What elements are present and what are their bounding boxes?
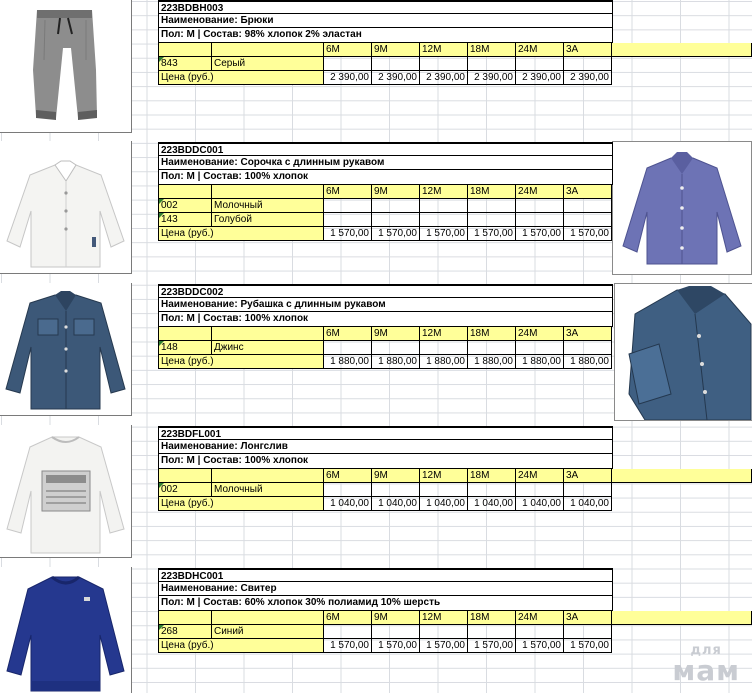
product-composition[interactable]: Пол: М | Состав: 60% хлопок 30% полиамид 10% шерсть [158,596,613,610]
price-cell[interactable]: 1 570,00 [324,227,372,241]
size-header-cell[interactable]: 9M [372,43,420,57]
price-cell[interactable]: 1 570,00 [468,227,516,241]
color-row [158,341,752,355]
quantity-cell[interactable] [324,57,372,71]
size-header-cell[interactable]: 9M [372,611,420,625]
price-cell[interactable]: 2 390,00 [516,71,564,85]
price-cell[interactable]: 1 880,00 [468,355,516,369]
price-cell[interactable]: 1 570,00 [516,227,564,241]
price-label-cell[interactable]: Цена (руб.) [158,227,324,241]
quantity-cell[interactable] [516,199,564,213]
product-code[interactable]: 223BDDC001 [158,142,613,156]
product-block-4 [158,426,752,511]
color-code-cell[interactable]: 148 [158,341,212,355]
product-photo-trousers [0,0,132,133]
size-header-cell[interactable]: 3A [564,43,612,57]
size-header-cell[interactable]: 3A [564,469,612,483]
color-row [158,57,752,71]
empty-header-cell[interactable] [612,43,752,57]
price-label-cell[interactable]: Цена (руб.) [158,639,324,653]
color-row [158,213,752,227]
size-header-cell[interactable]: 18M [468,185,516,199]
color-row [158,625,752,639]
quantity-cell[interactable] [420,199,468,213]
price-cell[interactable]: 1 570,00 [468,639,516,653]
color-name-cell[interactable]: Молочный [212,199,324,213]
size-header-cell[interactable]: 6M [324,185,372,199]
quantity-cell[interactable] [372,199,420,213]
color-code-cell[interactable]: 143 [158,213,212,227]
empty-header-cell[interactable] [212,469,324,483]
size-header-cell[interactable]: 12M [420,185,468,199]
size-header-cell[interactable]: 6M [324,43,372,57]
size-header-cell[interactable]: 24M [516,327,564,341]
quantity-cell[interactable] [372,213,420,227]
size-header-cell[interactable]: 9M [372,469,420,483]
color-code-cell[interactable]: 843 [158,57,212,71]
product-block-3 [158,284,752,369]
price-cell[interactable]: 1 040,00 [516,497,564,511]
price-cell[interactable]: 1 880,00 [372,355,420,369]
product-photo-denim-shirt [0,283,132,416]
quantity-cell[interactable] [324,199,372,213]
empty-header-cell[interactable] [158,43,212,57]
price-cell[interactable]: 1 570,00 [564,639,612,653]
quantity-cell[interactable] [372,483,420,497]
color-row [158,483,752,497]
price-row [158,639,752,653]
quantity-cell[interactable] [564,341,612,355]
quantity-cell[interactable] [420,341,468,355]
empty-header-cell[interactable] [612,611,752,625]
quantity-cell[interactable] [468,625,516,639]
product-composition[interactable]: Пол: М | Состав: 100% хлопок [158,170,613,184]
empty-header-cell[interactable] [612,469,752,483]
price-row [158,497,752,511]
quantity-cell[interactable] [372,341,420,355]
price-cell[interactable]: 1 880,00 [324,355,372,369]
watermark-logo [672,644,740,685]
product-name[interactable]: Наименование: Брюки [158,14,613,28]
product-name[interactable]: Наименование: Лонгслив [158,440,613,454]
quantity-cell[interactable] [468,483,516,497]
price-cell[interactable]: 1 570,00 [372,639,420,653]
price-cell[interactable]: 1 040,00 [468,497,516,511]
price-label-cell[interactable]: Цена (руб.) [158,497,324,511]
color-name-cell[interactable]: Джинс [212,341,324,355]
price-cell[interactable]: 1 040,00 [564,497,612,511]
empty-header-cell[interactable] [158,611,212,625]
product-photo-longsleeve [0,425,132,558]
product-composition[interactable]: Пол: М | Состав: 100% хлопок [158,454,613,468]
color-code-cell[interactable]: 268 [158,625,212,639]
quantity-cell[interactable] [468,341,516,355]
size-header-cell[interactable]: 6M [324,469,372,483]
size-header-cell[interactable]: 18M [468,469,516,483]
price-cell[interactable]: 1 880,00 [420,355,468,369]
quantity-cell[interactable] [516,341,564,355]
price-cell[interactable]: 1 570,00 [372,227,420,241]
quantity-cell[interactable] [324,213,372,227]
color-name-cell[interactable]: Голубой [212,213,324,227]
quantity-cell[interactable] [372,625,420,639]
size-header-cell[interactable]: 24M [516,43,564,57]
color-name-cell[interactable]: Серый [212,57,324,71]
price-cell[interactable]: 2 390,00 [468,71,516,85]
size-header-cell[interactable]: 24M [516,469,564,483]
product-code[interactable]: 223BDBH003 [158,0,613,14]
price-cell[interactable]: 2 390,00 [564,71,612,85]
product-photo-white-shirt [0,141,132,274]
price-cell[interactable]: 2 390,00 [372,71,420,85]
size-header-cell[interactable]: 12M [420,43,468,57]
quantity-cell[interactable] [516,625,564,639]
size-header-cell[interactable]: 12M [420,469,468,483]
price-cell[interactable]: 1 570,00 [420,639,468,653]
size-header-cell[interactable]: 18M [468,327,516,341]
price-cell[interactable]: 1 570,00 [324,639,372,653]
quantity-cell[interactable] [468,199,516,213]
color-name-cell[interactable]: Синий [212,625,324,639]
quantity-cell[interactable] [324,625,372,639]
quantity-cell[interactable] [468,57,516,71]
color-row [158,199,752,213]
empty-header-cell[interactable] [158,327,212,341]
size-header-cell[interactable]: 9M [372,185,420,199]
size-header-row [158,469,752,483]
quantity-cell[interactable] [564,57,612,71]
empty-header-cell[interactable] [158,185,212,199]
quantity-cell[interactable] [564,625,612,639]
price-cell[interactable]: 1 570,00 [420,227,468,241]
size-header-cell[interactable]: 9M [372,327,420,341]
quantity-cell[interactable] [420,625,468,639]
product-name[interactable]: Наименование: Рубашка с длинным рукавом [158,298,613,312]
quantity-cell[interactable] [516,213,564,227]
product-code[interactable]: 223BDDC002 [158,284,613,298]
price-cell[interactable]: 1 880,00 [516,355,564,369]
product-photo-sweater [0,567,132,693]
quantity-cell[interactable] [564,213,612,227]
color-code-cell[interactable]: 002 [158,483,212,497]
size-header-cell[interactable]: 6M [324,327,372,341]
watermark-top-text: для [690,643,722,658]
size-header-cell[interactable]: 6M [324,611,372,625]
price-label-cell[interactable]: Цена (руб.) [158,71,324,85]
product-code[interactable]: 223BDHC001 [158,568,613,582]
price-row [158,355,752,369]
product-name[interactable]: Наименование: Свитер [158,582,613,596]
price-label-cell[interactable]: Цена (руб.) [158,355,324,369]
price-cell[interactable]: 2 390,00 [420,71,468,85]
quantity-cell[interactable] [564,483,612,497]
size-header-cell[interactable]: 12M [420,327,468,341]
product-composition[interactable]: Пол: М | Состав: 100% хлопок [158,312,613,326]
price-cell[interactable]: 1 040,00 [420,497,468,511]
product-code[interactable]: 223BDFL001 [158,426,613,440]
quantity-cell[interactable] [372,57,420,71]
size-header-cell[interactable]: 18M [468,43,516,57]
price-cell[interactable]: 1 880,00 [564,355,612,369]
product-block-1 [158,0,752,85]
size-header-cell[interactable]: 3A [564,327,612,341]
size-header-cell[interactable]: 24M [516,185,564,199]
size-header-cell[interactable]: 24M [516,611,564,625]
empty-header-cell[interactable] [212,43,324,57]
price-row [158,227,752,241]
product-block-5 [158,568,752,653]
empty-header-cell[interactable] [212,327,324,341]
quantity-cell[interactable] [324,341,372,355]
color-name-cell[interactable]: Молочный [212,483,324,497]
size-header-cell[interactable]: 3A [564,611,612,625]
size-header-row [158,327,752,341]
quantity-cell[interactable] [420,213,468,227]
price-cell[interactable]: 1 040,00 [324,497,372,511]
product-composition[interactable]: Пол: М | Состав: 98% хлопок 2% эластан [158,28,613,42]
quantity-cell[interactable] [516,483,564,497]
size-header-row [158,185,752,199]
empty-header-cell[interactable] [212,185,324,199]
quantity-cell[interactable] [564,199,612,213]
empty-header-cell[interactable] [158,469,212,483]
quantity-cell[interactable] [468,213,516,227]
quantity-cell[interactable] [516,57,564,71]
price-row [158,71,752,85]
quantity-cell[interactable] [420,483,468,497]
size-header-row [158,43,752,57]
quantity-cell[interactable] [324,483,372,497]
empty-header-cell[interactable] [212,611,324,625]
watermark-bottom-text: мам [672,654,740,687]
size-header-row [158,611,752,625]
product-block-2 [158,142,752,241]
price-cell[interactable]: 2 390,00 [324,71,372,85]
price-cell[interactable]: 1 570,00 [564,227,612,241]
product-name[interactable]: Наименование: Сорочка с длинным рукавом [158,156,613,170]
size-header-cell[interactable]: 12M [420,611,468,625]
price-cell[interactable]: 1 040,00 [372,497,420,511]
size-header-cell[interactable]: 3A [564,185,612,199]
size-header-cell[interactable]: 18M [468,611,516,625]
quantity-cell[interactable] [420,57,468,71]
color-code-cell[interactable]: 002 [158,199,212,213]
price-cell[interactable]: 1 570,00 [516,639,564,653]
